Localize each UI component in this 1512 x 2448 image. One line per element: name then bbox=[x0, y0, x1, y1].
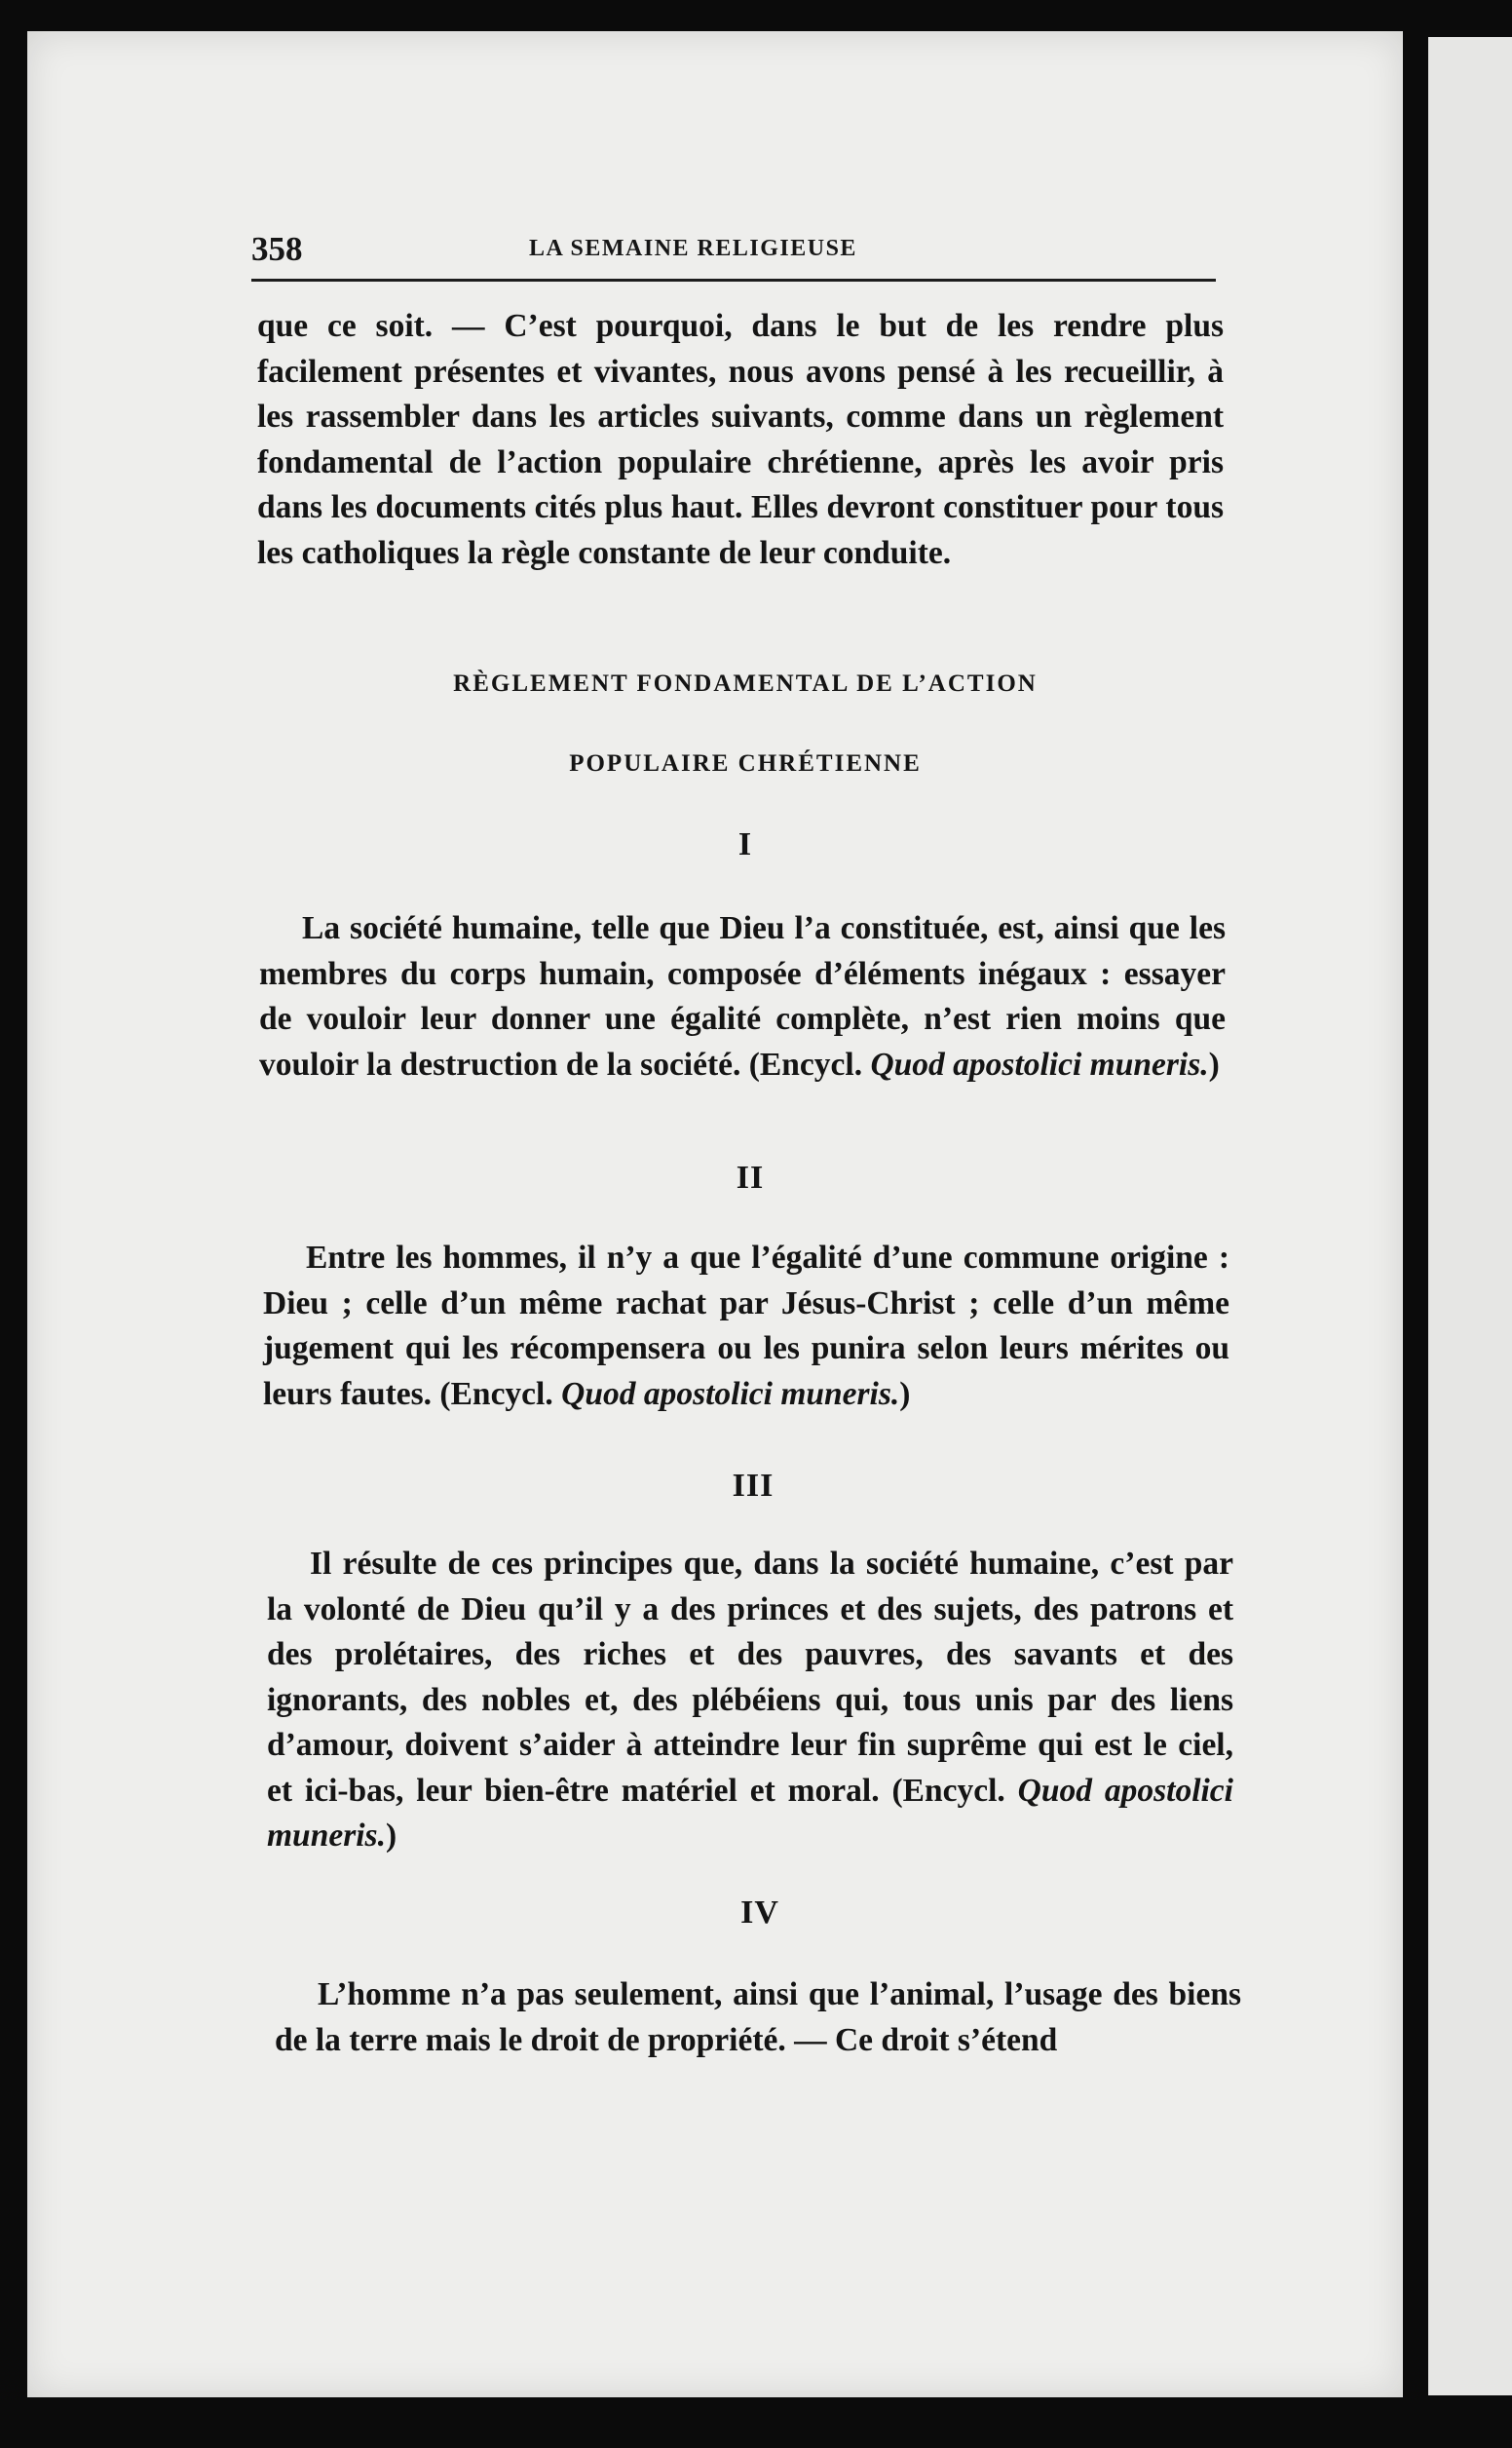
article-numeral-3: III bbox=[732, 1468, 775, 1504]
page-header bbox=[251, 230, 1216, 273]
article-closing-2: ) bbox=[899, 1375, 911, 1412]
article-closing-3: ) bbox=[385, 1817, 397, 1854]
article-paragraph-1 bbox=[259, 906, 1226, 1088]
section-heading-line1: RÈGLEMENT FONDAMENTAL DE L’ACTION bbox=[453, 670, 1038, 697]
adjacent-page-edge bbox=[1428, 37, 1512, 2395]
article-text-1: La société humaine, telle que Dieu l’a constituée, est, ainsi que les membres du corps humain, composée d’éléments inégaux : essayer de vouloir leur donner une égalité complète, n’est rien moins que vouloir la destruction de la société. (Encycl. bbox=[259, 910, 1226, 1083]
article-numeral-4: IV bbox=[740, 1894, 779, 1931]
article-paragraph-3 bbox=[267, 1542, 1233, 1859]
article-text-2: Entre les hommes, il n’y a que l’égalité d’une commune origine : Dieu ; celle d’un même rachat par Jésus-Christ ; celle d’un même jugement qui les récompensera ou les punira selon leurs mérites ou leurs fautes. (Encycl. bbox=[263, 1240, 1229, 1412]
section-heading-line2: POPULAIRE CHRÉTIENNE bbox=[569, 750, 922, 777]
running-title: LA SEMAINE RELIGIEUSE bbox=[529, 236, 857, 261]
article-numeral-1: I bbox=[737, 826, 753, 862]
article-text-3: Il résulte de ces principes que, dans la société humaine, c’est par la volonté de Dieu qu’il y a des princes et des sujets, des patrons et des prolétaires, des riches et des pauvres, des savants et des ignorants, des nobles et, des plébéiens qui, tous unis par des liens d’amour, doivent s’aider à atteindre leur fin suprême qui est le ciel, et ici-bas, leur bien-être matériel et moral. (Encycl. bbox=[267, 1546, 1233, 1809]
article-paragraph-2 bbox=[263, 1236, 1229, 1417]
page-number: 358 bbox=[251, 230, 303, 268]
article-closing-1: ) bbox=[1208, 1046, 1220, 1083]
article-citation-1: Quod apostolici muneris. bbox=[870, 1046, 1209, 1083]
article-numeral-2: II bbox=[736, 1160, 765, 1196]
article-paragraph-4 bbox=[275, 1972, 1241, 2063]
intro-paragraph: que ce soit. — C’est pourquoi, dans le but de les rendre plus facilement présentes et vivantes, nous avons pensé à les recueillir, à les rassembler dans les articles suivants, comme dans un règlement fondamental de l’action populaire chrétienne, après les avoir pris dans les documents cités plus haut. Elles devront constituer pour tous les catholiques la règle constante de leur conduite. bbox=[257, 308, 1224, 571]
article-text-4: L’homme n’a pas seulement, ainsi que l’animal, l’usage des biens de la terre mais le droit de propriété. — Ce droit s’étend bbox=[275, 1976, 1241, 2058]
header-rule bbox=[251, 279, 1216, 282]
article-citation-2: Quod apostolici muneris. bbox=[561, 1375, 900, 1412]
article-citation-3: Quod apostolici muneris. bbox=[267, 1772, 1233, 1854]
